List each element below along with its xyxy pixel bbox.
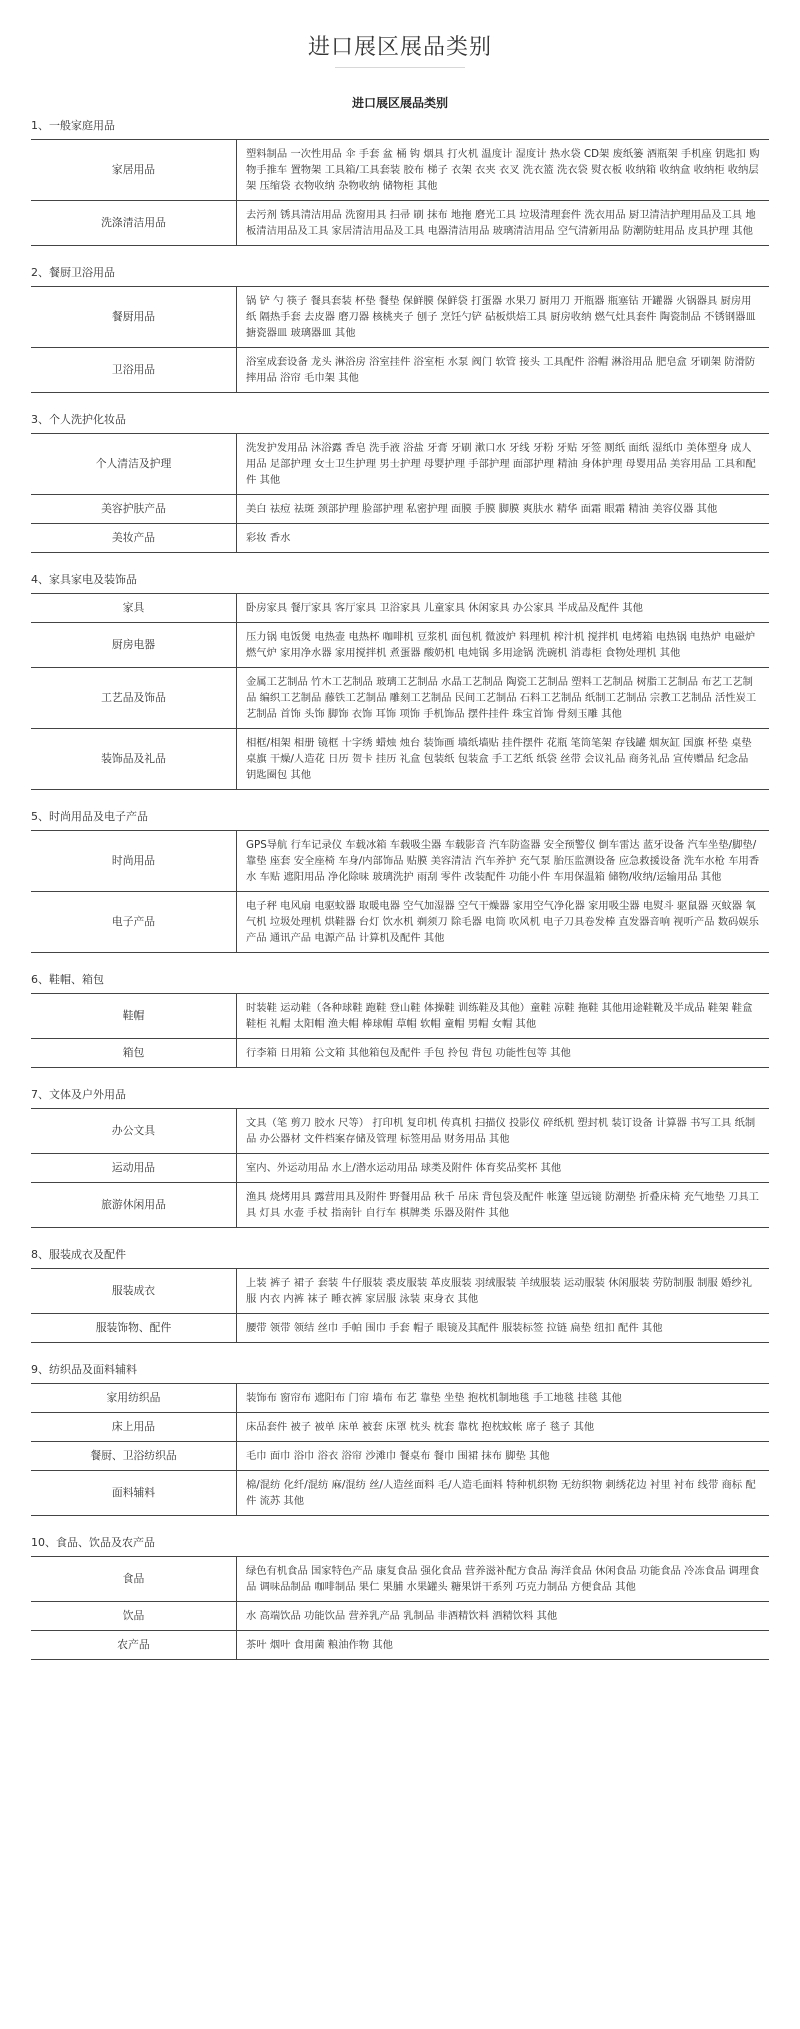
category-items-cell: 美白 祛痘 祛斑 颈部护理 脸部护理 私密护理 面膜 手膜 脚膜 爽肤水 精华 面霜 眼霜 精油 美容仪器 其他	[237, 495, 770, 524]
category-name-cell: 办公文具	[31, 1109, 237, 1154]
table-row	[31, 495, 769, 524]
category-section	[31, 967, 771, 1068]
category-name-cell: 家居用品	[31, 140, 237, 201]
table-row	[31, 1039, 769, 1068]
category-items-cell: 绿色有机食品 国家特色产品 康复食品 强化食品 营养滋补配方食品 海洋食品 休闲食品 功能食品 冷冻食品 调理食品 调味品制品 咖啡制品 果仁 果脯 水果罐头 糖果饼干系列 巧克力制品 方便食品 其他	[237, 1557, 770, 1602]
table-row	[31, 524, 769, 553]
category-items-cell: 卧房家具 餐厅家具 客厅家具 卫浴家具 儿童家具 休闲家具 办公家具 半成品及配件 其他	[237, 594, 770, 623]
section-title: 3、个人洗护化妆品	[31, 413, 126, 426]
category-name-cell: 箱包	[31, 1039, 237, 1068]
category-section	[31, 1242, 771, 1343]
table-row	[31, 1631, 769, 1660]
category-name-cell: 食品	[31, 1557, 237, 1602]
category-items-cell: 金属工艺制品 竹木工艺制品 玻璃工艺制品 水晶工艺制品 陶瓷工艺制品 塑料工艺制品 树脂工艺制品 布艺工艺制品 编织工艺制品 藤铁工艺制品 雕刻工艺制品 民间工艺制品 石料工艺制品 纸制工艺制品 宗教工艺制品 活性炭工艺制品 首饰 头饰 脚饰 衣饰 耳饰 项饰 手机饰品 摆件挂件 珠宝首饰 骨刻玉雕 其他	[237, 668, 770, 729]
category-name-cell: 时尚用品	[31, 831, 237, 892]
category-table	[31, 139, 769, 246]
category-section	[31, 260, 771, 393]
table-row	[31, 1154, 769, 1183]
category-items-cell: 电子秤 电风扇 电驱蚊器 取暖电器 空气加湿器 空气干燥器 家用空气净化器 家用吸尘器 电熨斗 驱鼠器 灭蚊器 氧气机 垃圾处理机 烘鞋器 台灯 饮水机 剃须刀 除毛器 电筒 吹风机 电子刀具卷发棒 直发器音响 视听产品 数码娱乐产品 通讯产品 电源产品 计算机及配件 其他	[237, 892, 770, 953]
table-row	[31, 287, 769, 348]
category-items-cell: 去污剂 锈具清洁用品 洗窗用具 扫帚 刷 抹布 地拖 磨光工具 垃圾清理套件 洗衣用品 厨卫清洁护理用品及工具 地板清洁用品及工具 家居清洁用品及工具 电器清洁用品 玻璃清洁用品 空气清新用品 防潮防蛀用品 皮具护理 其他	[237, 201, 770, 246]
table-row	[31, 434, 769, 495]
category-items-cell: 行李箱 日用箱 公文箱 其他箱包及配件 手包 拎包 背包 功能性包等 其他	[237, 1039, 770, 1068]
category-name-cell: 个人清洁及护理	[31, 434, 237, 495]
category-name-cell: 卫浴用品	[31, 348, 237, 393]
category-items-cell: 装饰布 窗帘布 遮阳布 门帘 墙布 布艺 靠垫 坐垫 抱枕机制地毯 手工地毯 挂毯 其他	[237, 1384, 770, 1413]
section-title: 9、纺织品及面料辅料	[31, 1363, 137, 1376]
page-title: 进口展区展品类别	[307, 35, 492, 60]
table-row	[31, 201, 769, 246]
category-name-cell: 鞋帽	[31, 994, 237, 1039]
category-name-cell: 洗涤清洁用品	[31, 201, 237, 246]
category-items-cell: 室内、外运动用品 水上/潜水运动用品 球类及附件 体育奖品奖杯 其他	[237, 1154, 770, 1183]
category-section	[31, 407, 771, 553]
category-name-cell: 工艺品及饰品	[31, 668, 237, 729]
category-items-cell: 毛巾 面巾 浴巾 浴衣 浴帘 沙滩巾 餐桌布 餐巾 围裙 抹布 脚垫 其他	[237, 1442, 770, 1471]
table-row	[31, 1602, 769, 1631]
category-name-cell: 服装成衣	[31, 1269, 237, 1314]
table-row	[31, 1557, 769, 1602]
category-items-cell: 上装 裤子 裙子 套装 牛仔服装 裘皮服装 革皮服装 羽绒服装 羊绒服装 运动服装 休闲服装 劳防制服 制服 婚纱礼服 内衣 内裤 袜子 睡衣裤 家居服 泳装 束身衣 其他	[237, 1269, 770, 1314]
table-row	[31, 831, 769, 892]
category-items-cell: 茶叶 烟叶 食用菌 粮油作物 其他	[237, 1631, 770, 1660]
category-items-cell: 时装鞋 运动鞋（各种球鞋 跑鞋 登山鞋 体操鞋 训练鞋及其他）童鞋 凉鞋 拖鞋 其他用途鞋靴及半成品 鞋架 鞋盒 鞋柜 礼帽 太阳帽 渔夫帽 棒球帽 草帽 软帽 童帽 男帽 女帽 其他	[237, 994, 770, 1039]
table-row	[31, 892, 769, 953]
category-name-cell: 美妆产品	[31, 524, 237, 553]
category-items-cell: 浴室成套设备 龙头 淋浴房 浴室挂件 浴室柜 水泵 阀门 软管 接头 工具配件 浴帽 淋浴用品 肥皂盒 牙刷架 防滑防摔用品 浴帘 毛巾架 其他	[237, 348, 770, 393]
document-heading: 进口展区展品类别	[351, 96, 448, 110]
category-name-cell: 家用纺织品	[31, 1384, 237, 1413]
table-row	[31, 1269, 769, 1314]
category-name-cell: 厨房电器	[31, 623, 237, 668]
section-title: 10、食品、饮品及农产品	[31, 1536, 155, 1549]
section-title: 1、一般家庭用品	[31, 119, 115, 132]
category-table	[31, 830, 769, 953]
category-table	[31, 286, 769, 393]
category-section	[31, 567, 771, 790]
table-row	[31, 1314, 769, 1343]
category-name-cell: 美容护肤产品	[31, 495, 237, 524]
table-row	[31, 140, 769, 201]
section-title: 5、时尚用品及电子产品	[31, 810, 148, 823]
category-items-cell: 压力锅 电饭煲 电热壶 电热杯 咖啡机 豆浆机 面包机 微波炉 料理机 榨汁机 搅拌机 电烤箱 电热锅 电热炉 电磁炉 燃气炉 家用净水器 家用搅拌机 煮蛋器 酸奶机 电炖锅 多用途锅 洗碗机 消毒柜 食物处理机 其他	[237, 623, 770, 668]
category-items-cell: 渔具 烧烤用具 露营用具及附件 野餐用品 秋千 吊床 背包袋及配件 帐篷 望远镜 防潮垫 折叠床椅 充气地垫 刀具工具 灯具 水壶 手杖 指南针 自行车 棋牌类 乐器及附件 其他	[237, 1183, 770, 1228]
category-section	[31, 1530, 771, 1660]
category-section	[31, 113, 771, 246]
category-items-cell: 相框/相架 相册 镜框 十字绣 蜡烛 烛台 装饰画 墙纸墙贴 挂件摆件 花瓶 笔筒笔架 存钱罐 烟灰缸 国旗 杯垫 桌垫 桌旗 干燥/人造花 日历 贺卡 挂历 礼盒 包装纸 包装盒 手工艺纸 纸袋 丝带 会议礼品 商务礼品 宣传赠品 纪念品 钥匙圈包 其他	[237, 729, 770, 790]
category-name-cell: 农产品	[31, 1631, 237, 1660]
table-row	[31, 1413, 769, 1442]
category-table	[31, 1383, 769, 1516]
category-table	[31, 593, 769, 790]
category-items-cell: 塑料制品 一次性用品 伞 手套 盆 桶 钩 烟具 打火机 温度计 湿度计 热水袋 CD架 废纸篓 酒瓶架 手机座 钥匙扣 购物手推车 置物架 工具箱/工具套装 胶布 梯子 衣架 衣夹 衣叉 洗衣篮 洗衣袋 熨衣板 收纳箱 收纳盒 收纳柜 收纳层架 压缩袋 衣物收纳 杂物收纳 储物柜 其他	[237, 140, 770, 201]
table-row	[31, 994, 769, 1039]
category-table	[31, 993, 769, 1068]
category-items-cell: 水 高端饮品 功能饮品 营养乳产品 乳制品 非酒精饮料 酒精饮料 其他	[237, 1602, 770, 1631]
section-title: 8、服装成衣及配件	[31, 1248, 126, 1261]
category-table	[31, 1108, 769, 1228]
table-row	[31, 1183, 769, 1228]
category-table	[31, 433, 769, 553]
table-row	[31, 1109, 769, 1154]
category-items-cell: GPS导航 行车记录仪 车载冰箱 车载吸尘器 车载影音 汽车防盗器 安全预警仪 倒车雷达 蓝牙设备 汽车坐垫/脚垫/靠垫 座套 安全座椅 车身/内部饰品 贴膜 美容清洁 汽车养护 充气泵 胎压监测设备 应急救援设备 洗车水枪 车用香水 车贴 遮阳用品 净化除味 玻璃洗护 雨刮 零件 改装配件 功能小件 车用保温箱 储物/收纳/运输用品 其他	[237, 831, 770, 892]
table-row	[31, 729, 769, 790]
category-section	[31, 1357, 771, 1516]
category-items-cell: 文具（笔 剪刀 胶水 尺等） 打印机 复印机 传真机 扫描仪 投影仪 碎纸机 塑封机 装订设备 计算器 书写工具 纸制品 办公器材 文件档案存储及管理 标签用品 财务用品 其他	[237, 1109, 770, 1154]
table-row	[31, 1384, 769, 1413]
table-row	[31, 594, 769, 623]
table-row	[31, 1471, 769, 1516]
category-name-cell: 旅游休闲用品	[31, 1183, 237, 1228]
category-items-cell: 腰带 领带 领结 丝巾 手帕 围巾 手套 帽子 眼镜及其配件 服装标签 拉链 扁垫 纽扣 配件 其他	[237, 1314, 770, 1343]
category-name-cell: 家具	[31, 594, 237, 623]
category-items-cell: 锅 铲 勺 筷子 餐具套装 杯垫 餐垫 保鲜膜 保鲜袋 打蛋器 水果刀 厨用刀 开瓶器 瓶塞钻 开罐器 火锅器具 厨房用纸 隔热手套 去皮器 磨刀器 核桃夹子 刨子 烹饪勺铲 砧板烘焙工具 厨房收纳 燃气灶具套件 陶瓷制品 不锈钢器皿 搪瓷器皿 玻璃器皿 其他	[237, 287, 770, 348]
category-name-cell: 装饰品及礼品	[31, 729, 237, 790]
category-items-cell: 棉/混纺 化纤/混纺 麻/混纺 丝/人造丝面料 毛/人造毛面料 特种机织物 无纺织物 刺绣花边 衬里 衬布 线带 商标 配件 流苏 其他	[237, 1471, 770, 1516]
category-name-cell: 运动用品	[31, 1154, 237, 1183]
category-name-cell: 餐厨用品	[31, 287, 237, 348]
section-title: 4、家具家电及装饰品	[31, 573, 137, 586]
category-name-cell: 面料辅料	[31, 1471, 237, 1516]
category-items-cell: 彩妆 香水	[237, 524, 770, 553]
table-row	[31, 1442, 769, 1471]
table-row	[31, 623, 769, 668]
section-title: 2、餐厨卫浴用品	[31, 266, 115, 279]
section-title: 6、鞋帽、箱包	[31, 973, 104, 986]
category-sections	[31, 113, 771, 1674]
category-name-cell: 床上用品	[31, 1413, 237, 1442]
category-section	[31, 804, 771, 953]
title-divider	[335, 67, 465, 68]
category-name-cell: 服装饰物、配件	[31, 1314, 237, 1343]
category-items-cell: 床品套件 被子 被单 床单 被套 床罩 枕头 枕套 靠枕 抱枕蚊帐 席子 毯子 其他	[237, 1413, 770, 1442]
category-table	[31, 1268, 769, 1343]
category-name-cell: 电子产品	[31, 892, 237, 953]
category-table	[31, 1556, 769, 1660]
table-row	[31, 348, 769, 393]
category-items-cell: 洗发护发用品 沐浴露 香皂 洗手液 浴盐 牙膏 牙刷 漱口水 牙线 牙粉 牙贴 牙签 厕纸 面纸 湿纸巾 美体塑身 成人用品 足部护理 女士卫生护理 男士护理 母婴护理 手部护理 面部护理 精油 身体护理 母婴用品 美容用品 工具和配件 其他	[237, 434, 770, 495]
category-section	[31, 1082, 771, 1228]
category-name-cell: 餐厨、卫浴纺织品	[31, 1442, 237, 1471]
table-row	[31, 668, 769, 729]
section-title: 7、文体及户外用品	[31, 1088, 126, 1101]
category-name-cell: 饮品	[31, 1602, 237, 1631]
